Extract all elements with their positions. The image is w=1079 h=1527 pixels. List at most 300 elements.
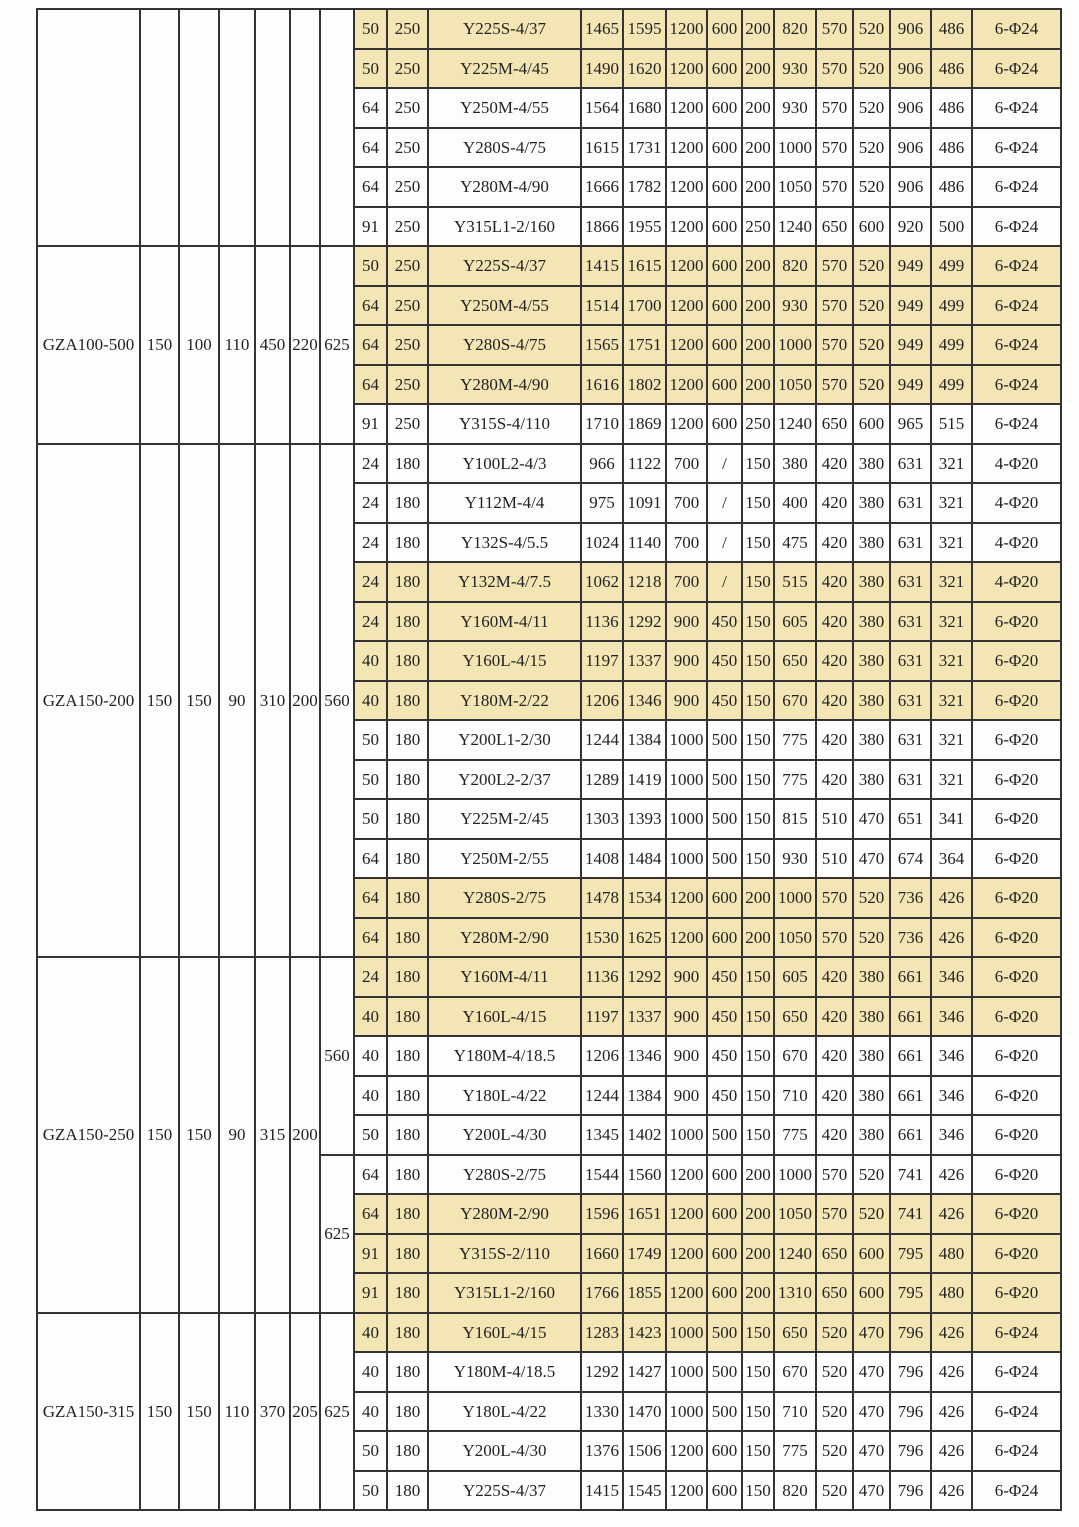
dimension-value-cell: 670	[774, 1352, 816, 1392]
dimension-value-cell: 1855	[623, 1273, 666, 1313]
dimension-value-cell: 966	[581, 444, 623, 484]
dimension-value-cell: 700	[666, 444, 707, 484]
dimension-value-cell: 600	[707, 128, 742, 168]
motor-model-cell: Y225S-4/37	[428, 1471, 581, 1511]
dimension-value-cell: 420	[816, 1036, 853, 1076]
dimension-value-cell: 600	[707, 1431, 742, 1471]
pump-dimension-cell: 310	[255, 444, 290, 958]
flow-cell: 50	[354, 9, 387, 49]
bolt-spec-cell: 6-Φ24	[972, 1313, 1061, 1353]
pump-dimension-cell: 90	[219, 444, 255, 958]
dimension-value-cell: 900	[666, 602, 707, 642]
dimension-value-cell: 1218	[623, 562, 666, 602]
dimension-value-cell: 600	[707, 246, 742, 286]
dimension-value-cell: /	[707, 562, 742, 602]
dimension-value-cell: 1136	[581, 602, 623, 642]
dimension-value-cell: 520	[853, 365, 890, 405]
dimension-value-cell: 200	[742, 246, 774, 286]
dimension-value-cell: 1200	[666, 128, 707, 168]
dimension-value-cell: 570	[816, 365, 853, 405]
head-cell: 180	[387, 957, 428, 997]
dimension-value-cell: 400	[774, 483, 816, 523]
dimension-value-cell: 520	[853, 128, 890, 168]
dimension-value-cell: 420	[816, 1115, 853, 1155]
dimension-value-cell: 1782	[623, 167, 666, 207]
head-cell: 250	[387, 128, 428, 168]
dimension-value-cell: 1802	[623, 365, 666, 405]
dimension-value-cell: 1000	[666, 799, 707, 839]
dimension-value-cell: 486	[931, 88, 972, 128]
motor-model-cell: Y132M-4/7.5	[428, 562, 581, 602]
dimension-value-cell: 930	[774, 88, 816, 128]
dimension-value-cell: 631	[890, 444, 931, 484]
head-cell: 180	[387, 1076, 428, 1116]
bolt-spec-cell: 6-Φ20	[972, 839, 1061, 879]
dimension-value-cell: 346	[931, 957, 972, 997]
dimension-value-cell: 600	[707, 1194, 742, 1234]
flow-cell: 40	[354, 1313, 387, 1353]
dimension-value-cell: 570	[816, 918, 853, 958]
dimension-value-cell: 150	[742, 483, 774, 523]
dimension-value-cell: 661	[890, 957, 931, 997]
pump-dimension-cell: 150	[140, 246, 179, 444]
flow-cell: 24	[354, 562, 387, 602]
dimension-value-cell: 1484	[623, 839, 666, 879]
dimension-value-cell: 520	[853, 167, 890, 207]
dimension-value-cell: 796	[890, 1431, 931, 1471]
pump-dimension-cell: 150	[140, 957, 179, 1313]
motor-model-cell: Y280M-4/90	[428, 365, 581, 405]
dimension-value-cell: 1680	[623, 88, 666, 128]
dimension-value-cell: 1376	[581, 1431, 623, 1471]
pump-spec-table	[36, 8, 1062, 1511]
motor-model-cell: Y225S-4/37	[428, 9, 581, 49]
motor-model-cell: Y315L1-2/160	[428, 207, 581, 247]
dimension-value-cell: 1666	[581, 167, 623, 207]
bolt-spec-cell: 4-Φ20	[972, 483, 1061, 523]
motor-model-cell: Y160L-4/15	[428, 997, 581, 1037]
dimension-value-cell: 1625	[623, 918, 666, 958]
dimension-value-cell: 906	[890, 128, 931, 168]
dimension-value-cell: 1200	[666, 167, 707, 207]
dimension-value-cell: 1200	[666, 365, 707, 405]
bolt-spec-cell: 6-Φ20	[972, 1194, 1061, 1234]
bolt-spec-cell: 6-Φ24	[972, 404, 1061, 444]
dimension-value-cell: 1292	[581, 1352, 623, 1392]
dimension-value-cell: 900	[666, 1076, 707, 1116]
dimension-value-cell: 1346	[623, 1036, 666, 1076]
dimension-value-cell: 1615	[623, 246, 666, 286]
dimension-value-cell: 486	[931, 9, 972, 49]
dimension-value-cell: 426	[931, 1155, 972, 1195]
pump-dimension-cell: 150	[179, 1313, 219, 1511]
dimension-value-cell: 1564	[581, 88, 623, 128]
dimension-value-cell: 150	[742, 1313, 774, 1353]
dimension-value-cell: 570	[816, 286, 853, 326]
dimension-value-cell: 900	[666, 957, 707, 997]
flow-cell: 64	[354, 918, 387, 958]
dimension-value-cell: 1292	[623, 957, 666, 997]
dimension-value-cell: 321	[931, 562, 972, 602]
pump-model-cell: GZA150-315	[37, 1313, 140, 1511]
flow-cell: 24	[354, 602, 387, 642]
dimension-value-cell: 600	[707, 1155, 742, 1195]
dimension-value-cell: 1869	[623, 404, 666, 444]
dimension-value-cell: 1289	[581, 760, 623, 800]
dimension-value-cell: 775	[774, 720, 816, 760]
bolt-spec-cell: 6-Φ20	[972, 957, 1061, 997]
dimension-value-cell: 150	[742, 1471, 774, 1511]
flow-cell: 50	[354, 1431, 387, 1471]
dimension-value-cell: 470	[853, 1471, 890, 1511]
motor-model-cell: Y225M-2/45	[428, 799, 581, 839]
flow-cell: 24	[354, 957, 387, 997]
pump-dimension-cell: 200	[290, 444, 320, 958]
flow-cell: 40	[354, 1392, 387, 1432]
motor-model-cell: Y280M-4/90	[428, 167, 581, 207]
dimension-value-cell: 515	[931, 404, 972, 444]
dimension-value-cell: 670	[774, 681, 816, 721]
dimension-value-cell: 499	[931, 325, 972, 365]
dimension-value-cell: 1506	[623, 1431, 666, 1471]
head-cell: 250	[387, 88, 428, 128]
dimension-value-cell: 500	[707, 720, 742, 760]
dimension-value-cell: 321	[931, 444, 972, 484]
dimension-value-cell: 150	[742, 523, 774, 563]
pump-dimension-cell: 315	[255, 957, 290, 1313]
flow-cell: 50	[354, 49, 387, 89]
motor-model-cell: Y200L1-2/30	[428, 720, 581, 760]
head-cell: 180	[387, 641, 428, 681]
dimension-value-cell: /	[707, 523, 742, 563]
motor-model-cell: Y280S-2/75	[428, 878, 581, 918]
bolt-spec-cell: 6-Φ24	[972, 246, 1061, 286]
pump-dimension-cell: 625	[320, 246, 354, 444]
flow-cell: 91	[354, 207, 387, 247]
motor-model-cell: Y225S-4/37	[428, 246, 581, 286]
dimension-value-cell: 150	[742, 602, 774, 642]
head-cell: 180	[387, 602, 428, 642]
dimension-value-cell: 1545	[623, 1471, 666, 1511]
dimension-value-cell: 1000	[666, 760, 707, 800]
flow-cell: 91	[354, 1273, 387, 1313]
dimension-value-cell: 795	[890, 1234, 931, 1274]
dimension-value-cell: 1240	[774, 1234, 816, 1274]
dimension-value-cell: /	[707, 444, 742, 484]
dimension-value-cell: 1050	[774, 365, 816, 405]
bolt-spec-cell: 6-Φ24	[972, 88, 1061, 128]
dimension-value-cell: 380	[853, 562, 890, 602]
dimension-value-cell: 200	[742, 9, 774, 49]
dimension-value-cell: 500	[707, 760, 742, 800]
head-cell: 250	[387, 246, 428, 286]
dimension-value-cell: 520	[853, 878, 890, 918]
flow-cell: 64	[354, 286, 387, 326]
head-cell: 250	[387, 167, 428, 207]
dimension-value-cell: 1024	[581, 523, 623, 563]
dimension-value-cell: 775	[774, 760, 816, 800]
dimension-value-cell: 380	[853, 523, 890, 563]
dimension-value-cell: 570	[816, 88, 853, 128]
dimension-value-cell: 426	[931, 1352, 972, 1392]
bolt-spec-cell: 6-Φ24	[972, 49, 1061, 89]
head-cell: 180	[387, 1313, 428, 1353]
dimension-value-cell: 520	[816, 1392, 853, 1432]
pump-dimension-cell: 200	[290, 957, 320, 1313]
dimension-value-cell: 150	[742, 1431, 774, 1471]
dimension-value-cell: 499	[931, 365, 972, 405]
dimension-value-cell: 380	[853, 957, 890, 997]
dimension-value-cell: 364	[931, 839, 972, 879]
dimension-value-cell: 1595	[623, 9, 666, 49]
bolt-spec-cell: 6-Φ20	[972, 602, 1061, 642]
dimension-value-cell: 1000	[666, 839, 707, 879]
dimension-value-cell: 520	[816, 1431, 853, 1471]
dimension-value-cell: 600	[707, 1234, 742, 1274]
bolt-spec-cell: 6-Φ20	[972, 1234, 1061, 1274]
dimension-value-cell: 1000	[774, 1155, 816, 1195]
dimension-value-cell: 380	[853, 483, 890, 523]
dimension-value-cell: 965	[890, 404, 931, 444]
dimension-value-cell: 1596	[581, 1194, 623, 1234]
dimension-value-cell: 150	[742, 562, 774, 602]
dimension-value-cell: 1345	[581, 1115, 623, 1155]
dimension-value-cell: 420	[816, 523, 853, 563]
dimension-value-cell: 605	[774, 957, 816, 997]
motor-model-cell: Y100L2-4/3	[428, 444, 581, 484]
dimension-value-cell: 200	[742, 167, 774, 207]
dimension-value-cell: 1660	[581, 1234, 623, 1274]
dimension-value-cell: 420	[816, 957, 853, 997]
flow-cell: 40	[354, 1352, 387, 1392]
head-cell: 180	[387, 681, 428, 721]
dimension-value-cell: 200	[742, 1155, 774, 1195]
dimension-value-cell: 1415	[581, 246, 623, 286]
dimension-value-cell: 1000	[774, 128, 816, 168]
dimension-value-cell: 450	[707, 957, 742, 997]
dimension-value-cell: 1200	[666, 246, 707, 286]
dimension-value-cell: 736	[890, 878, 931, 918]
dimension-value-cell: 796	[890, 1471, 931, 1511]
dimension-value-cell: 321	[931, 602, 972, 642]
dimension-value-cell: 515	[774, 562, 816, 602]
motor-model-cell: Y200L2-2/37	[428, 760, 581, 800]
flow-cell: 50	[354, 246, 387, 286]
dimension-value-cell: 470	[853, 1313, 890, 1353]
dimension-value-cell: 520	[816, 1313, 853, 1353]
dimension-value-cell: 949	[890, 365, 931, 405]
motor-model-cell: Y280S-4/75	[428, 128, 581, 168]
dimension-value-cell: 1866	[581, 207, 623, 247]
dimension-value-cell: 1393	[623, 799, 666, 839]
pump-dimension-cell: 150	[140, 1313, 179, 1511]
dimension-value-cell: 450	[707, 681, 742, 721]
pump-dimension-cell	[140, 9, 179, 246]
dimension-value-cell: 930	[774, 839, 816, 879]
dimension-value-cell: 1560	[623, 1155, 666, 1195]
dimension-value-cell: 815	[774, 799, 816, 839]
dimension-value-cell: 1050	[774, 167, 816, 207]
motor-model-cell: Y225M-4/45	[428, 49, 581, 89]
dimension-value-cell: 1200	[666, 1155, 707, 1195]
dimension-value-cell: 500	[707, 1392, 742, 1432]
dimension-value-cell: 600	[853, 1234, 890, 1274]
dimension-value-cell: 1091	[623, 483, 666, 523]
dimension-value-cell: 346	[931, 1115, 972, 1155]
dimension-value-cell: 796	[890, 1313, 931, 1353]
pump-dimension-cell: 560	[320, 444, 354, 958]
flow-cell: 91	[354, 404, 387, 444]
dimension-value-cell: 150	[742, 997, 774, 1037]
flow-cell: 64	[354, 325, 387, 365]
bolt-spec-cell: 6-Φ20	[972, 1273, 1061, 1313]
bolt-spec-cell: 6-Φ20	[972, 1115, 1061, 1155]
flow-cell: 50	[354, 760, 387, 800]
dimension-value-cell: 1000	[666, 1313, 707, 1353]
dimension-value-cell: 650	[774, 997, 816, 1037]
dimension-value-cell: 1136	[581, 957, 623, 997]
dimension-value-cell: 380	[774, 444, 816, 484]
dimension-value-cell: 600	[707, 286, 742, 326]
pump-dimension-cell: 625	[320, 1155, 354, 1313]
dimension-value-cell: 1200	[666, 9, 707, 49]
dimension-value-cell: 1310	[774, 1273, 816, 1313]
dimension-value-cell: 1050	[774, 1194, 816, 1234]
dimension-value-cell: 1402	[623, 1115, 666, 1155]
dimension-value-cell: 775	[774, 1115, 816, 1155]
dimension-value-cell: 775	[774, 1431, 816, 1471]
dimension-value-cell: 600	[707, 325, 742, 365]
dimension-value-cell: 920	[890, 207, 931, 247]
dimension-value-cell: 1419	[623, 760, 666, 800]
dimension-value-cell: 710	[774, 1392, 816, 1432]
motor-model-cell: Y280M-2/90	[428, 1194, 581, 1234]
dimension-value-cell: 450	[707, 602, 742, 642]
pump-dimension-cell	[179, 9, 219, 246]
dimension-value-cell: 949	[890, 325, 931, 365]
dimension-value-cell: 631	[890, 602, 931, 642]
bolt-spec-cell: 6-Φ24	[972, 286, 1061, 326]
dimension-value-cell: 1200	[666, 207, 707, 247]
dimension-value-cell: 900	[666, 641, 707, 681]
dimension-value-cell: 1337	[623, 641, 666, 681]
bolt-spec-cell: 6-Φ24	[972, 1471, 1061, 1511]
dimension-value-cell: 1710	[581, 404, 623, 444]
dimension-value-cell: 741	[890, 1194, 931, 1234]
dimension-value-cell: 600	[707, 88, 742, 128]
dimension-value-cell: 600	[707, 1273, 742, 1313]
dimension-value-cell: 1514	[581, 286, 623, 326]
dimension-value-cell: 631	[890, 523, 931, 563]
dimension-value-cell: 906	[890, 88, 931, 128]
dimension-value-cell: 486	[931, 167, 972, 207]
dimension-value-cell: 500	[707, 839, 742, 879]
dimension-value-cell: 1240	[774, 404, 816, 444]
dimension-value-cell: 570	[816, 128, 853, 168]
bolt-spec-cell: 6-Φ20	[972, 720, 1061, 760]
table-row	[37, 246, 1061, 286]
dimension-value-cell: 605	[774, 602, 816, 642]
dimension-value-cell: 200	[742, 49, 774, 89]
dimension-value-cell: 661	[890, 1036, 931, 1076]
dimension-value-cell: 520	[853, 49, 890, 89]
dimension-value-cell: 500	[707, 1313, 742, 1353]
bolt-spec-cell: 6-Φ20	[972, 997, 1061, 1037]
bolt-spec-cell: 6-Φ20	[972, 1076, 1061, 1116]
dimension-value-cell: 420	[816, 444, 853, 484]
head-cell: 180	[387, 1036, 428, 1076]
head-cell: 180	[387, 918, 428, 958]
motor-model-cell: Y180M-4/18.5	[428, 1036, 581, 1076]
dimension-value-cell: 500	[931, 207, 972, 247]
dimension-value-cell: 200	[742, 878, 774, 918]
motor-model-cell: Y315S-4/110	[428, 404, 581, 444]
head-cell: 180	[387, 720, 428, 760]
dimension-value-cell: 470	[853, 799, 890, 839]
dimension-value-cell: 1620	[623, 49, 666, 89]
dimension-value-cell: 1000	[774, 325, 816, 365]
dimension-value-cell: 1651	[623, 1194, 666, 1234]
dimension-value-cell: 600	[853, 207, 890, 247]
dimension-value-cell: 321	[931, 483, 972, 523]
dimension-value-cell: 346	[931, 1036, 972, 1076]
dimension-value-cell: 631	[890, 760, 931, 800]
flow-cell: 64	[354, 1155, 387, 1195]
dimension-value-cell: 1749	[623, 1234, 666, 1274]
head-cell: 250	[387, 9, 428, 49]
dimension-value-cell: 1200	[666, 404, 707, 444]
dimension-value-cell: 321	[931, 681, 972, 721]
dimension-value-cell: 520	[816, 1352, 853, 1392]
dimension-value-cell: 380	[853, 1115, 890, 1155]
flow-cell: 50	[354, 720, 387, 760]
pump-dimension-cell: 150	[179, 957, 219, 1313]
dimension-value-cell: 1000	[666, 1115, 707, 1155]
dimension-value-cell: 380	[853, 1076, 890, 1116]
dimension-value-cell: 670	[774, 1036, 816, 1076]
dimension-value-cell: 1565	[581, 325, 623, 365]
dimension-value-cell: 1200	[666, 49, 707, 89]
dimension-value-cell: 1616	[581, 365, 623, 405]
head-cell: 180	[387, 483, 428, 523]
bolt-spec-cell: 4-Φ20	[972, 523, 1061, 563]
dimension-value-cell: 949	[890, 286, 931, 326]
dimension-value-cell: 570	[816, 1194, 853, 1234]
head-cell: 180	[387, 1155, 428, 1195]
dimension-value-cell: 380	[853, 1036, 890, 1076]
head-cell: 180	[387, 562, 428, 602]
dimension-value-cell: 741	[890, 1155, 931, 1195]
dimension-value-cell: 570	[816, 49, 853, 89]
dimension-value-cell: 600	[707, 167, 742, 207]
head-cell: 180	[387, 1471, 428, 1511]
dimension-value-cell: 420	[816, 641, 853, 681]
dimension-value-cell: 1490	[581, 49, 623, 89]
table-row	[37, 9, 1061, 49]
dimension-value-cell: 661	[890, 1115, 931, 1155]
dimension-value-cell: 1200	[666, 1431, 707, 1471]
dimension-value-cell: 570	[816, 1155, 853, 1195]
dimension-value-cell: 930	[774, 286, 816, 326]
dimension-value-cell: 820	[774, 9, 816, 49]
dimension-value-cell: 796	[890, 1352, 931, 1392]
dimension-value-cell: 1200	[666, 1273, 707, 1313]
dimension-value-cell: 949	[890, 246, 931, 286]
dimension-value-cell: 906	[890, 167, 931, 207]
dimension-value-cell: 1000	[666, 720, 707, 760]
motor-model-cell: Y132S-4/5.5	[428, 523, 581, 563]
bolt-spec-cell: 6-Φ20	[972, 681, 1061, 721]
